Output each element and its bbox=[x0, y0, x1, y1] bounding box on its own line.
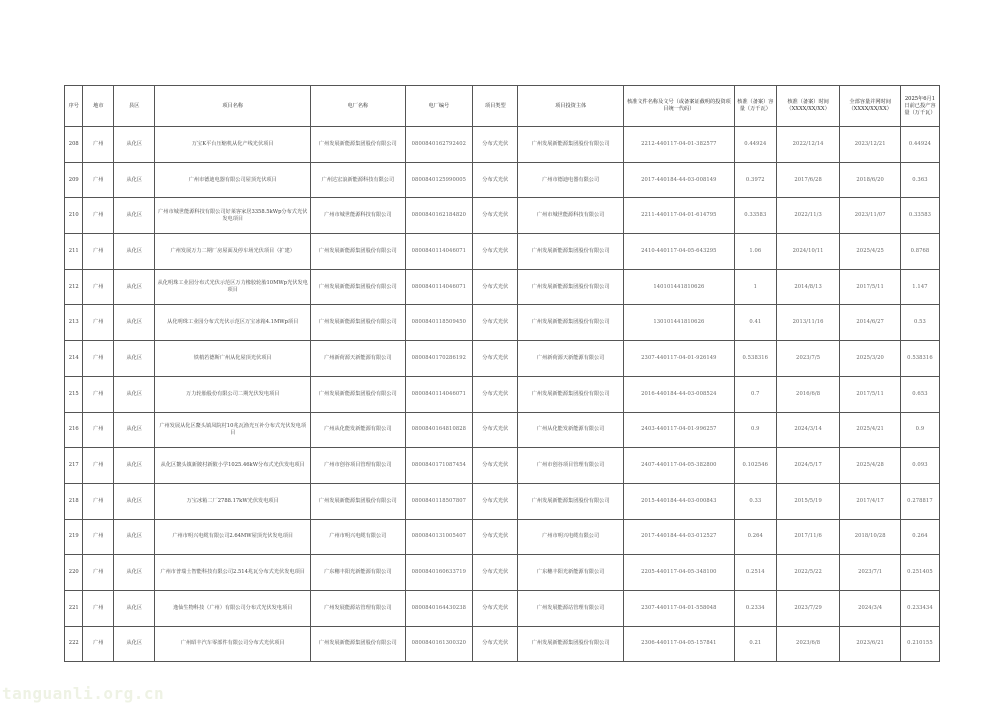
table-row bbox=[65, 269, 940, 305]
row-investor: 广州发展新能源集团股份有限公司 bbox=[518, 234, 624, 270]
table-row bbox=[65, 198, 940, 234]
header-grid-date: 全部容量并网时间（XXXX/XX/XX） bbox=[840, 86, 901, 127]
row-capacity: 0.2514 bbox=[734, 555, 776, 591]
row-capacity: 0.3972 bbox=[734, 162, 776, 198]
row-capacity: 0.44924 bbox=[734, 127, 776, 163]
row-type: 分布式光伏 bbox=[473, 590, 518, 626]
row-approval-date: 2024/5/17 bbox=[776, 448, 840, 484]
row-plant-id: 0800840114046071 bbox=[405, 269, 473, 305]
row-plant-id: 0800840161300320 bbox=[405, 626, 473, 662]
row-city: 广州 bbox=[83, 162, 114, 198]
row-capacity: 0.9 bbox=[734, 412, 776, 448]
row-city: 广州 bbox=[83, 198, 114, 234]
row-type: 分布式光伏 bbox=[473, 198, 518, 234]
row-project: 广州市德迪电器有限公司屋顶光伏项目 bbox=[155, 162, 311, 198]
row-no: 213 bbox=[65, 305, 83, 341]
row-project: 广州市明兴电缆有限公司2.64MW屋顶光伏发电项目 bbox=[155, 519, 311, 555]
header-project: 项目名称 bbox=[155, 86, 311, 127]
row-city: 广州 bbox=[83, 412, 114, 448]
row-type: 分布式光伏 bbox=[473, 519, 518, 555]
table-row bbox=[65, 412, 940, 448]
row-project: 从化明珠工业园分布式光伏示范区万宝冰箱4.1MWp项目 bbox=[155, 305, 311, 341]
row-approval-code: 2403-440117-04-01-996257 bbox=[623, 412, 734, 448]
row-project: 广州发展从化区鳌头镇凤院村10兆瓦渔光互补分布式光伏发电项目 bbox=[155, 412, 311, 448]
row-type: 分布式光伏 bbox=[473, 269, 518, 305]
header-operating-capacity: 2025年6月1日前已投产容量（万千瓦） bbox=[900, 86, 939, 127]
row-district: 从化区 bbox=[114, 519, 155, 555]
row-plant: 广州市明兴电缆有限公司 bbox=[311, 519, 405, 555]
row-plant-id: 0800840171087454 bbox=[405, 448, 473, 484]
table-row bbox=[65, 127, 940, 163]
header-plant-id: 电厂编号 bbox=[405, 86, 473, 127]
row-city: 广州 bbox=[83, 448, 114, 484]
row-approval-date: 2013/11/16 bbox=[776, 305, 840, 341]
row-plant: 广州市城世能源科技有限公司 bbox=[311, 198, 405, 234]
row-city: 广州 bbox=[83, 234, 114, 270]
row-project: 从化区鳌头镇新陂村新陂小学1025.46kW分布式光伏发电项目 bbox=[155, 448, 311, 484]
row-approval-date: 2022/5/22 bbox=[776, 555, 840, 591]
row-operating-capacity: 0.44924 bbox=[900, 127, 939, 163]
row-district: 从化区 bbox=[114, 483, 155, 519]
row-grid-date: 2018/6/20 bbox=[840, 162, 901, 198]
table-row bbox=[65, 234, 940, 270]
row-operating-capacity: 0.264 bbox=[900, 519, 939, 555]
table-row bbox=[65, 305, 940, 341]
row-type: 分布式光伏 bbox=[473, 127, 518, 163]
row-grid-date: 2023/6/21 bbox=[840, 626, 901, 662]
table-row bbox=[65, 555, 940, 591]
row-district: 从化区 bbox=[114, 555, 155, 591]
table-row bbox=[65, 483, 940, 519]
row-no: 214 bbox=[65, 341, 83, 377]
row-operating-capacity: 1.147 bbox=[900, 269, 939, 305]
row-type: 分布式光伏 bbox=[473, 555, 518, 591]
row-grid-date: 2024/3/4 bbox=[840, 590, 901, 626]
header-plant: 电厂名称 bbox=[311, 86, 405, 127]
row-grid-date: 2023/12/21 bbox=[840, 127, 901, 163]
row-approval-code: 2410-440117-04-05-643295 bbox=[623, 234, 734, 270]
header-approval-code: 核准文件名称及文号（或备案证截明的投资项目统一代码） bbox=[623, 86, 734, 127]
row-approval-date: 2023/7/29 bbox=[776, 590, 840, 626]
row-grid-date: 2018/10/28 bbox=[840, 519, 901, 555]
row-plant-id: 0800840162792402 bbox=[405, 127, 473, 163]
row-plant-id: 0800840118509450 bbox=[405, 305, 473, 341]
row-city: 广州 bbox=[83, 483, 114, 519]
row-no: 215 bbox=[65, 376, 83, 412]
row-plant: 广州发展新能源集团股份有限公司 bbox=[311, 483, 405, 519]
row-no: 209 bbox=[65, 162, 83, 198]
row-approval-code: 2205-440117-04-05-348100 bbox=[623, 555, 734, 591]
row-grid-date: 2025/3/20 bbox=[840, 341, 901, 377]
row-city: 广州 bbox=[83, 519, 114, 555]
row-plant: 广州达宏浪新能源科技有限公司 bbox=[311, 162, 405, 198]
row-type: 分布式光伏 bbox=[473, 412, 518, 448]
row-district: 从化区 bbox=[114, 162, 155, 198]
row-no: 219 bbox=[65, 519, 83, 555]
row-type: 分布式光伏 bbox=[473, 234, 518, 270]
row-plant: 广州发展新能源集团股份有限公司 bbox=[311, 127, 405, 163]
row-plant-id: 0800840164810828 bbox=[405, 412, 473, 448]
row-operating-capacity: 0.9 bbox=[900, 412, 939, 448]
row-project: 广州市城世能源科技有限公司好莱客家居3358.5kWp分布式光伏发电项目 bbox=[155, 198, 311, 234]
row-approval-date: 2017/6/28 bbox=[776, 162, 840, 198]
row-approval-date: 2016/6/8 bbox=[776, 376, 840, 412]
row-investor: 广州从化能发新能源有限公司 bbox=[518, 412, 624, 448]
row-plant: 广州发展能源站管理有限公司 bbox=[311, 590, 405, 626]
row-no: 221 bbox=[65, 590, 83, 626]
row-capacity: 0.2334 bbox=[734, 590, 776, 626]
row-approval-code: 140101441810626 bbox=[623, 269, 734, 305]
row-capacity: 0.102546 bbox=[734, 448, 776, 484]
table-body bbox=[65, 127, 940, 662]
table-row bbox=[65, 626, 940, 662]
table-row bbox=[65, 341, 940, 377]
row-grid-date: 2025/4/25 bbox=[840, 234, 901, 270]
row-operating-capacity: 0.233434 bbox=[900, 590, 939, 626]
row-plant: 广州发展新能源集团股份有限公司 bbox=[311, 269, 405, 305]
row-project: 铁梢若德斯广州从化屋顶光伏项目 bbox=[155, 341, 311, 377]
table-row bbox=[65, 519, 940, 555]
row-project: 广州发展万力二期厂房屋面及停车场光伏项目（扩建） bbox=[155, 234, 311, 270]
row-investor: 广州发展新能源集团股份有限公司 bbox=[518, 127, 624, 163]
table-row bbox=[65, 448, 940, 484]
row-investor: 广州发展新能源集团股份有限公司 bbox=[518, 483, 624, 519]
row-investor: 广州发展新能源集团股份有限公司 bbox=[518, 376, 624, 412]
row-project: 万宝冰箱二厂2788.17kW光伏发电项目 bbox=[155, 483, 311, 519]
header-district: 县区 bbox=[114, 86, 155, 127]
header-capacity: 核准（备案）容量（万千瓦） bbox=[734, 86, 776, 127]
row-district: 从化区 bbox=[114, 234, 155, 270]
row-grid-date: 2017/5/11 bbox=[840, 376, 901, 412]
row-capacity: 0.33 bbox=[734, 483, 776, 519]
row-city: 广州 bbox=[83, 376, 114, 412]
row-capacity: 0.33583 bbox=[734, 198, 776, 234]
row-grid-date: 2014/6/27 bbox=[840, 305, 901, 341]
header-approval-date: 核准（备案）时间（XXXX/XX/XX） bbox=[776, 86, 840, 127]
row-type: 分布式光伏 bbox=[473, 483, 518, 519]
row-operating-capacity: 0.8768 bbox=[900, 234, 939, 270]
row-approval-code: 2017-440184-44-03-012527 bbox=[623, 519, 734, 555]
row-approval-code: 2016-440184-44-03-008524 bbox=[623, 376, 734, 412]
row-district: 从化区 bbox=[114, 626, 155, 662]
row-operating-capacity: 0.278817 bbox=[900, 483, 939, 519]
row-approval-date: 2022/11/3 bbox=[776, 198, 840, 234]
row-city: 广州 bbox=[83, 341, 114, 377]
row-project: 从化明珠工业园分布式光伏示范区万力橡胶轮胎10MWp光伏发电项目 bbox=[155, 269, 311, 305]
header-city: 地市 bbox=[83, 86, 114, 127]
row-investor: 广州发展新能源集团股份有限公司 bbox=[518, 269, 624, 305]
row-no: 208 bbox=[65, 127, 83, 163]
row-plant: 广州市创谷项目管理有限公司 bbox=[311, 448, 405, 484]
row-district: 从化区 bbox=[114, 198, 155, 234]
row-approval-code: 2017-440184-44-03-008149 bbox=[623, 162, 734, 198]
row-investor: 广州发展能源站管理有限公司 bbox=[518, 590, 624, 626]
row-district: 从化区 bbox=[114, 269, 155, 305]
row-capacity: 0.41 bbox=[734, 305, 776, 341]
row-type: 分布式光伏 bbox=[473, 376, 518, 412]
row-approval-date: 2024/10/11 bbox=[776, 234, 840, 270]
row-plant: 广东穗丰阳光新能源有限公司 bbox=[311, 555, 405, 591]
row-capacity: 0.21 bbox=[734, 626, 776, 662]
row-no: 210 bbox=[65, 198, 83, 234]
row-approval-code: 2212-440117-04-01-382577 bbox=[623, 127, 734, 163]
row-capacity: 0.7 bbox=[734, 376, 776, 412]
row-operating-capacity: 0.251405 bbox=[900, 555, 939, 591]
row-grid-date: 2023/11/07 bbox=[840, 198, 901, 234]
row-grid-date: 2023/7/1 bbox=[840, 555, 901, 591]
row-capacity: 1.06 bbox=[734, 234, 776, 270]
row-approval-code: 2307-440117-04-01-558048 bbox=[623, 590, 734, 626]
row-type: 分布式光伏 bbox=[473, 305, 518, 341]
row-plant: 广州发展新能源集团股份有限公司 bbox=[311, 305, 405, 341]
row-plant-id: 0800840114046071 bbox=[405, 234, 473, 270]
row-operating-capacity: 0.653 bbox=[900, 376, 939, 412]
row-investor: 广州市明兴电缆有限公司 bbox=[518, 519, 624, 555]
row-no: 222 bbox=[65, 626, 83, 662]
row-no: 218 bbox=[65, 483, 83, 519]
row-investor: 广州市城世能源科技有限公司 bbox=[518, 198, 624, 234]
pv-project-table bbox=[64, 85, 940, 662]
row-project: 万宝K平台压缩机从化产线光伏项目 bbox=[155, 127, 311, 163]
row-district: 从化区 bbox=[114, 448, 155, 484]
row-no: 220 bbox=[65, 555, 83, 591]
row-plant-id: 0800840164430238 bbox=[405, 590, 473, 626]
row-operating-capacity: 0.33583 bbox=[900, 198, 939, 234]
row-investor: 广州新荷源天新能源有限公司 bbox=[518, 341, 624, 377]
row-approval-code: 2306-440117-04-05-157841 bbox=[623, 626, 734, 662]
row-investor: 广州发展新能源集团股份有限公司 bbox=[518, 626, 624, 662]
row-no: 217 bbox=[65, 448, 83, 484]
row-plant: 广州发展新能源集团股份有限公司 bbox=[311, 376, 405, 412]
header-type: 项目类型 bbox=[473, 86, 518, 127]
header-no: 序号 bbox=[65, 86, 83, 127]
row-plant-id: 0800840131005407 bbox=[405, 519, 473, 555]
row-plant: 广州发展新能源集团股份有限公司 bbox=[311, 626, 405, 662]
row-approval-code: 130101441810626 bbox=[623, 305, 734, 341]
row-investor: 广州发展新能源集团股份有限公司 bbox=[518, 305, 624, 341]
row-approval-date: 2023/6/8 bbox=[776, 626, 840, 662]
row-operating-capacity: 0.210155 bbox=[900, 626, 939, 662]
row-plant-id: 0800840125990005 bbox=[405, 162, 473, 198]
row-capacity: 1 bbox=[734, 269, 776, 305]
row-investor: 广州市创谷项目管理有限公司 bbox=[518, 448, 624, 484]
row-city: 广州 bbox=[83, 626, 114, 662]
row-approval-date: 2017/11/6 bbox=[776, 519, 840, 555]
row-approval-date: 2015/5/19 bbox=[776, 483, 840, 519]
table-row bbox=[65, 376, 940, 412]
row-city: 广州 bbox=[83, 590, 114, 626]
table-row bbox=[65, 590, 940, 626]
row-district: 从化区 bbox=[114, 412, 155, 448]
watermark: tanguanli.org.cn bbox=[2, 684, 165, 703]
row-project: 万力轮胎股份有限公司二期光伏发电项目 bbox=[155, 376, 311, 412]
table-row bbox=[65, 162, 940, 198]
row-approval-code: 2407-440117-04-05-382800 bbox=[623, 448, 734, 484]
row-no: 216 bbox=[65, 412, 83, 448]
row-no: 212 bbox=[65, 269, 83, 305]
header-investor: 项目投资主体 bbox=[518, 86, 624, 127]
row-approval-date: 2024/3/14 bbox=[776, 412, 840, 448]
row-operating-capacity: 0.53 bbox=[900, 305, 939, 341]
row-district: 从化区 bbox=[114, 127, 155, 163]
row-plant-id: 0800840118507807 bbox=[405, 483, 473, 519]
row-plant-id: 0800840160633719 bbox=[405, 555, 473, 591]
row-operating-capacity: 0.538316 bbox=[900, 341, 939, 377]
header-row bbox=[65, 86, 940, 127]
row-plant: 广州新荷源天新能源有限公司 bbox=[311, 341, 405, 377]
row-grid-date: 2025/4/28 bbox=[840, 448, 901, 484]
row-project: 广州昭丰汽车零部件有限公司分布式光伏项目 bbox=[155, 626, 311, 662]
row-district: 从化区 bbox=[114, 305, 155, 341]
document-page bbox=[64, 85, 940, 662]
row-project: 广州市普瑞士智能科技有限公司2.514兆瓦分布式光伏发电项目 bbox=[155, 555, 311, 591]
row-plant-id: 0800840114046071 bbox=[405, 376, 473, 412]
row-city: 广州 bbox=[83, 269, 114, 305]
row-district: 从化区 bbox=[114, 590, 155, 626]
row-plant-id: 0800840162184820 bbox=[405, 198, 473, 234]
row-plant-id: 0800840170286192 bbox=[405, 341, 473, 377]
row-operating-capacity: 0.363 bbox=[900, 162, 939, 198]
row-type: 分布式光伏 bbox=[473, 626, 518, 662]
row-approval-date: 2014/8/13 bbox=[776, 269, 840, 305]
row-district: 从化区 bbox=[114, 341, 155, 377]
row-plant: 广州发展新能源集团股份有限公司 bbox=[311, 234, 405, 270]
row-city: 广州 bbox=[83, 127, 114, 163]
row-type: 分布式光伏 bbox=[473, 448, 518, 484]
row-operating-capacity: 0.093 bbox=[900, 448, 939, 484]
row-investor: 广州市德迪电器有限公司 bbox=[518, 162, 624, 198]
row-type: 分布式光伏 bbox=[473, 341, 518, 377]
row-grid-date: 2017/4/17 bbox=[840, 483, 901, 519]
row-city: 广州 bbox=[83, 305, 114, 341]
row-approval-code: 2307-440117-04-01-926149 bbox=[623, 341, 734, 377]
row-no: 211 bbox=[65, 234, 83, 270]
row-investor: 广东穗丰阳光新能源有限公司 bbox=[518, 555, 624, 591]
row-type: 分布式光伏 bbox=[473, 162, 518, 198]
row-approval-date: 2022/12/14 bbox=[776, 127, 840, 163]
row-approval-code: 2015-440184-44-03-000843 bbox=[623, 483, 734, 519]
row-grid-date: 2017/5/11 bbox=[840, 269, 901, 305]
row-district: 从化区 bbox=[114, 376, 155, 412]
row-grid-date: 2025/4/21 bbox=[840, 412, 901, 448]
row-approval-code: 2211-440117-04-01-614795 bbox=[623, 198, 734, 234]
row-approval-date: 2023/7/5 bbox=[776, 341, 840, 377]
row-capacity: 0.264 bbox=[734, 519, 776, 555]
row-project: 逸仙生物科技（广州）有限公司分布式光伏发电项目 bbox=[155, 590, 311, 626]
row-plant: 广州从化能发新能源有限公司 bbox=[311, 412, 405, 448]
row-capacity: 0.538316 bbox=[734, 341, 776, 377]
row-city: 广州 bbox=[83, 555, 114, 591]
